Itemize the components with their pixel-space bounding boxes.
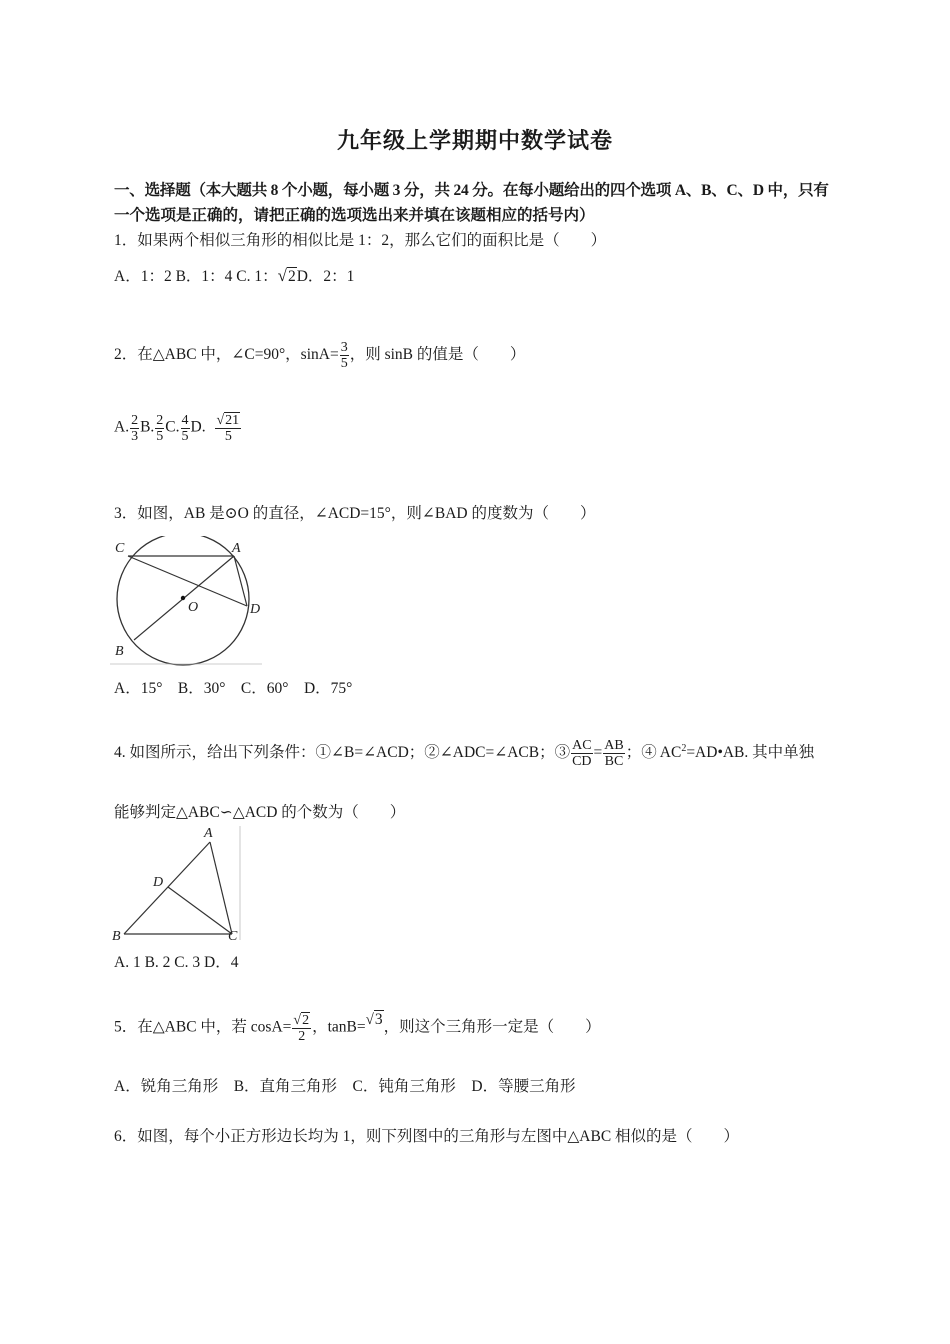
frac-num: AC (572, 738, 592, 753)
q2-option-c-fraction (181, 413, 190, 444)
q1-option-d: D．2：1 (296, 268, 355, 285)
chord-ad (234, 556, 247, 606)
q4-stem-line2: 能够判定△ABC∽△ACD 的个数为（ ） (114, 804, 406, 821)
q1-options (114, 264, 354, 286)
q5-stem (114, 1012, 601, 1044)
chord-cd (128, 556, 247, 606)
q2-option-b-label: B. (140, 418, 155, 436)
frac-den: 2 (298, 1029, 306, 1044)
q4-fraction-ac-cd (571, 738, 592, 769)
q2-stem-a: 2．在△ABC 中，∠C=90°，sinA= (114, 346, 339, 364)
section-heading-line2: 一个选项是正确的，请把正确的选项选出来并填在该题相应的括号内） (114, 207, 595, 224)
label-b: B (112, 929, 121, 944)
q2-stem (114, 340, 525, 371)
q2-options (114, 412, 242, 444)
q4-stem-a: 4. 如图所示，给出下列条件：①∠B=∠ACD；②∠ADC=∠ACB；③ (114, 744, 571, 762)
label-a: A (204, 826, 213, 841)
sqrt-sign: √ (277, 266, 287, 285)
q5-options: A．锐角三角形 B．直角三角形 C．钝角三角形 D．等腰三角形 (114, 1078, 576, 1095)
frac-num: 2 (156, 412, 164, 428)
q4-exponent: 2 (681, 742, 687, 754)
side-ba (124, 842, 210, 934)
q5-tanb-value (366, 1011, 384, 1028)
q4-fraction-ab-bc (603, 738, 624, 769)
radicand: 3 (374, 1010, 383, 1028)
q2-option-d-fraction (215, 412, 241, 444)
q4-equals: = (593, 744, 603, 762)
q1-radicand: 2 (287, 268, 296, 285)
frac-den: 5 (156, 428, 164, 444)
label-c: C (115, 541, 125, 556)
frac-den: 3 (131, 428, 139, 444)
q4-stem-b: ；④ AC (625, 744, 682, 762)
q5-stem-a: 5．在△ABC 中，若 cosA= (114, 1018, 292, 1036)
q1-stem: 1．如果两个相似三角形的相似比是 1：2，那么它们的面积比是（ ） (114, 232, 607, 249)
frac-num (292, 1012, 311, 1029)
center-dot (181, 596, 185, 600)
sqrt-sign: √ (365, 1011, 374, 1028)
frac-den: 5 (224, 429, 232, 444)
frac-den: 5 (181, 428, 189, 444)
label-o: O (188, 600, 199, 615)
q1-options-abc: A．1：2 B．1：4 C. 1： (114, 268, 278, 285)
q2-option-b-fraction (155, 413, 164, 444)
label-b: B (115, 644, 124, 659)
q6-stem: 6．如图，每个小正方形边长均为 1，则下列图中的三角形与左图中△ABC 相似的是（ ） (114, 1128, 740, 1145)
q2-option-c-label: C. (165, 418, 180, 436)
q5-cosa-fraction (292, 1012, 311, 1044)
q4-stem-c: =AD•AB. 其中单独 (686, 744, 815, 762)
frac-num (215, 412, 241, 429)
frac-num: 3 (340, 340, 348, 355)
q4-options: A. 1 B. 2 C. 3 D．4 (114, 954, 239, 971)
q2-option-a-fraction (130, 413, 139, 444)
frac-num: AB (604, 738, 624, 753)
section-heading-line1: 一、选择题（本大题共 8 个小题，每小题 3 分，共 24 分。在每小题给出的四个选项 A、B、C、D 中，只有 (114, 182, 829, 199)
q2-stem-b: ，则 sinB 的值是（ ） (349, 346, 526, 364)
q4-triangle-figure (110, 824, 245, 944)
frac-den: CD (572, 754, 592, 769)
sqrt-sign: √ (216, 413, 225, 428)
circle-o (117, 536, 249, 665)
q2-sina-fraction (340, 340, 349, 371)
label-d: D (250, 602, 261, 617)
q5-stem-b: ，tanB= (312, 1018, 366, 1036)
q3-options: A．15° B．30° C．60° D．75° (114, 680, 353, 697)
q5-stem-c: ，则这个三角形一定是（ ） (383, 1018, 601, 1036)
frac-num: 2 (131, 412, 139, 428)
frac-num: 4 (181, 412, 189, 428)
label-c: C (228, 929, 238, 944)
page-title: 九年级上学期期中数学试卷 (336, 128, 613, 153)
q2-option-a-label: A. (114, 418, 130, 436)
sqrt-sign: √ (293, 1013, 302, 1028)
q4-stem (114, 738, 814, 769)
q3-circle-figure (110, 536, 270, 666)
q2-option-d-label: D. (190, 418, 206, 436)
label-d: D (153, 875, 164, 890)
radicand: 2 (302, 1013, 310, 1028)
radicand: 21 (225, 413, 240, 428)
q3-stem: 3．如图，AB 是⊙O 的直径，∠ACD=15°，则∠BAD 的度数为（ ） (114, 505, 596, 522)
label-a: A (232, 541, 241, 556)
frac-den: 5 (340, 356, 348, 371)
frac-den: BC (604, 754, 624, 769)
